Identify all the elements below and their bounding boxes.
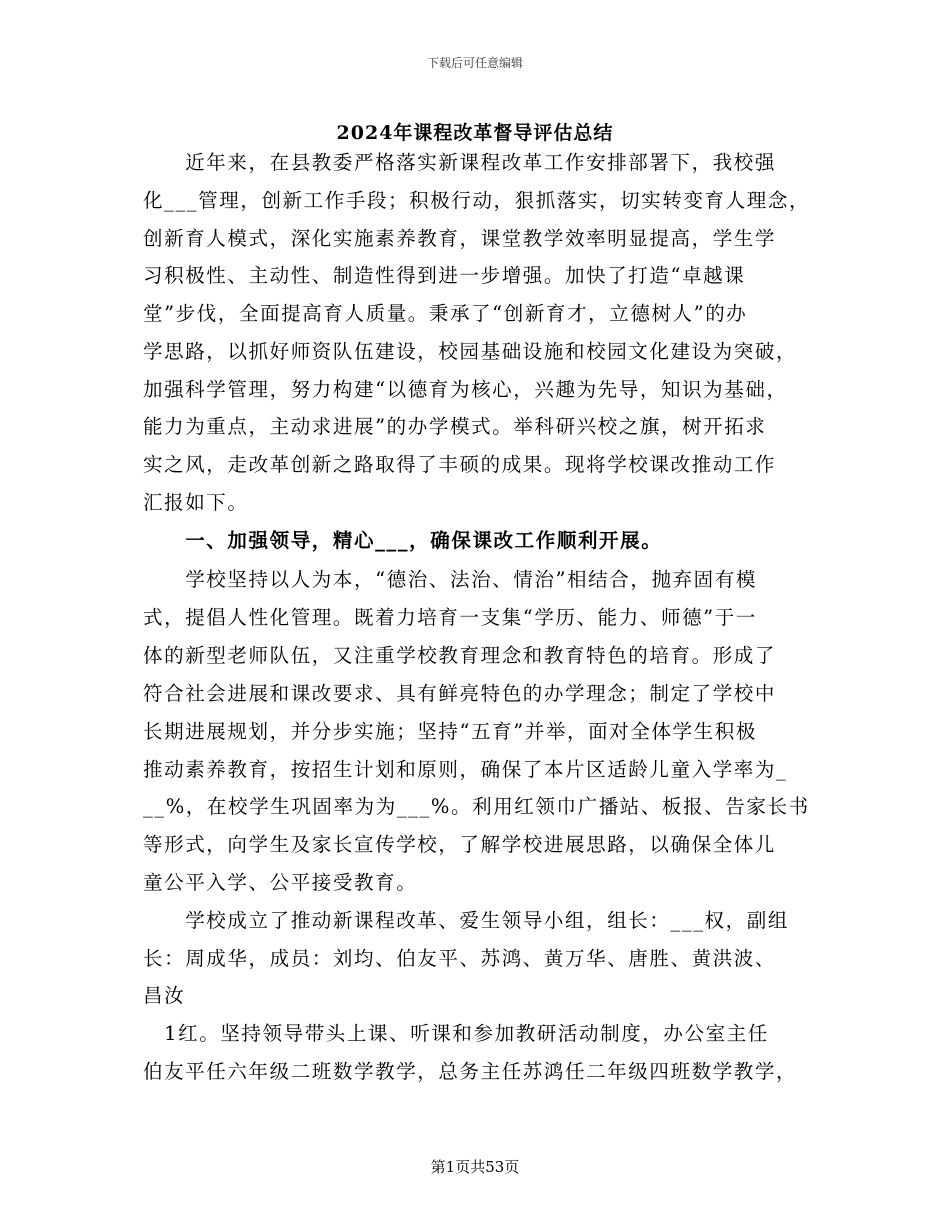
paragraph-line: 加强科学管理，努力构建“以德育为核心，兴趣为先导，知识为基础， xyxy=(143,378,788,401)
paragraph-line: 学思路，以抓好师资队伍建设，校园基础设施和校园文化建设为突破， xyxy=(143,340,798,363)
paragraph-line: 体的新型老师队伍，又注重学校教育理念和教育特色的培育。形成了 xyxy=(143,644,777,667)
paragraph-line: 学校成立了推动新课程改革、爱生领导小组，组长：___权，副组 xyxy=(143,909,789,932)
paragraph-line: 符合社会进展和课改要求、具有鲜亮特色的办学理念；制定了学校中 xyxy=(143,682,777,705)
paragraph-line: 1红。坚持领导带头上课、听课和参加教研活动制度，办公室主任 xyxy=(143,1022,769,1045)
paragraph-line: 推动素养教育，按招生计划和原则，确保了本片区适龄儿童入学率为_ xyxy=(143,758,788,781)
paragraph-line: 昌汝 xyxy=(143,984,186,1007)
section-heading: 一、加强领导，精心___，确保课改工作顺利开展。 xyxy=(143,529,663,552)
paragraph-line: __%，在校学生巩固率为为___%。利用红领巾广播站、板报、告家长书 xyxy=(143,795,810,818)
paragraph-line: 等形式，向学生及家长宣传学校，了解学校进展思路，以确保全体儿 xyxy=(143,833,777,856)
paragraph-line: 堂”步伐，全面提高育人质量。秉承了“创新育才，立德树人”的办 xyxy=(143,302,748,325)
document-title: 2024年课程改革督导评估总结 xyxy=(336,122,614,144)
paragraph-line: 创新育人模式，深化实施素养教育，课堂教学效率明显提高，学生学 xyxy=(143,227,777,250)
page-number-footer: 第1页共53页 xyxy=(430,1158,520,1176)
paragraph-line: 童公平入学、公平接受教育。 xyxy=(143,871,418,894)
paragraph-line: 学校坚持以人为本，“德治、法治、情治”相结合，抛弃固有模 xyxy=(143,568,757,591)
paragraph-line: 长：周成华，成员：刘均、伯友平、苏鸿、黄万华、唐胜、黄洪波、 xyxy=(143,947,777,970)
paragraph-line: 式，提倡人性化管理。既着力培育一支集“学历、能力、师德”于一 xyxy=(143,606,757,629)
paragraph-line: 能力为重点，主动求进展”的办学模式。举科研兴校之旗，树开拓求 xyxy=(143,415,767,438)
paragraph-line: 长期进展规划，并分步实施；坚持“五育”并举，面对全体学生积极 xyxy=(143,720,757,743)
paragraph-line: 汇报如下。 xyxy=(143,491,249,514)
paragraph-line: 习积极性、主动性、制造性得到进一步增强。加快了打造“卓越课 xyxy=(143,264,746,287)
header-note: 下载后可任意编辑 xyxy=(426,56,523,70)
paragraph-line: 实之风，走改革创新之路取得了丰硕的成果。现将学校课改推动工作 xyxy=(143,453,777,476)
paragraph-line: 化___管理，创新工作手段；积极行动，狠抓落实，切实转变育人理念， xyxy=(143,189,811,212)
paragraph-line: 伯友平任六年级二班数学教学，总务主任苏鸿任二年级四班数学教学， xyxy=(143,1060,798,1083)
paragraph-line: 近年来，在县教委严格落实新课程改革工作安排部署下，我校强 xyxy=(143,151,777,174)
